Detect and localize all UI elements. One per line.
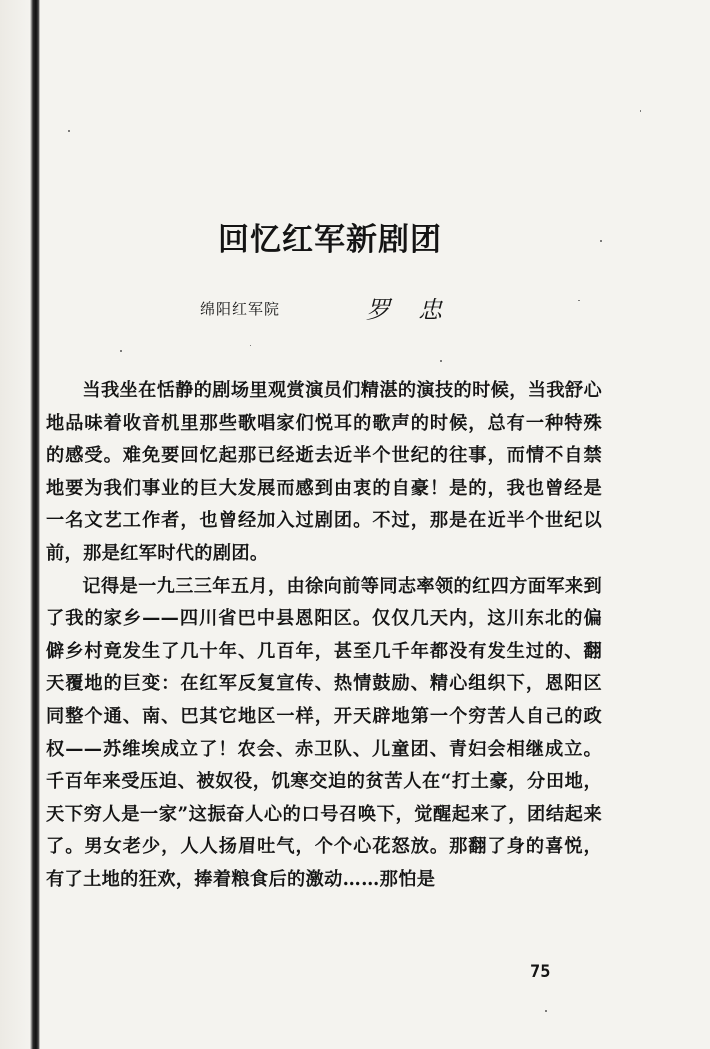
article-body [46, 375, 602, 897]
print-speck [440, 360, 442, 362]
article-title: 回忆红军新剧团 [218, 222, 442, 258]
print-speck [250, 345, 251, 346]
print-speck [120, 350, 122, 352]
author-name: 罗忠 [366, 296, 470, 324]
binding-shadow [0, 0, 30, 1049]
print-speck [600, 240, 602, 242]
author-affiliation: 绵阳红军院 [200, 300, 281, 318]
print-speck [640, 110, 641, 112]
paragraph-2: 记得是一九三三年五月，由徐向前等同志率领的红四方面军来到了我的家乡——四川省巴中县恩阳区。仅仅几天内，这川东北的偏僻乡村竟发生了几十年、几百年，甚至几千年都没有发生过的、翻天覆地的巨变：在红军反复宣传、热情鼓励、精心组织下，恩阳区同整个通、南、巴其它地区一样，开天辟地第一个穷苦人自己的政权——苏维埃成立了！农会、赤卫队、儿童团、青妇会相继成立。千百年来受压迫、被奴役，饥寒交迫的贫苦人在“打土豪，分田地，天下穷人是一家”这振奋人心的口号召唤下，觉醒起来了，团结起来了。男女老少，人人扬眉吐气，个个心花怒放。那翻了身的喜悦，有了土地的狂欢，捧着粮食后的激动……那怕是 [46, 575, 602, 890]
page-number: 75 [530, 962, 551, 982]
binding-edge [30, 0, 40, 1049]
print-speck [578, 300, 580, 301]
paragraph-1: 当我坐在恬静的剧场里观赏演员们精湛的演技的时候，当我舒心地品味着收音机里那些歌唱家们悦耳的歌声的时候，总有一种特殊的感受。难免要回忆起那已经逝去近半个世纪的往事，而情不自禁地要为我们事业的巨大发展而感到由衷的自豪！是的，我也曾经是一名文艺工作者，也曾经加入过剧团。不过，那是在近半个世纪以前，那是红军时代的剧团。 [46, 380, 602, 564]
print-speck [68, 130, 70, 132]
print-speck [545, 1010, 547, 1012]
byline [200, 290, 480, 326]
